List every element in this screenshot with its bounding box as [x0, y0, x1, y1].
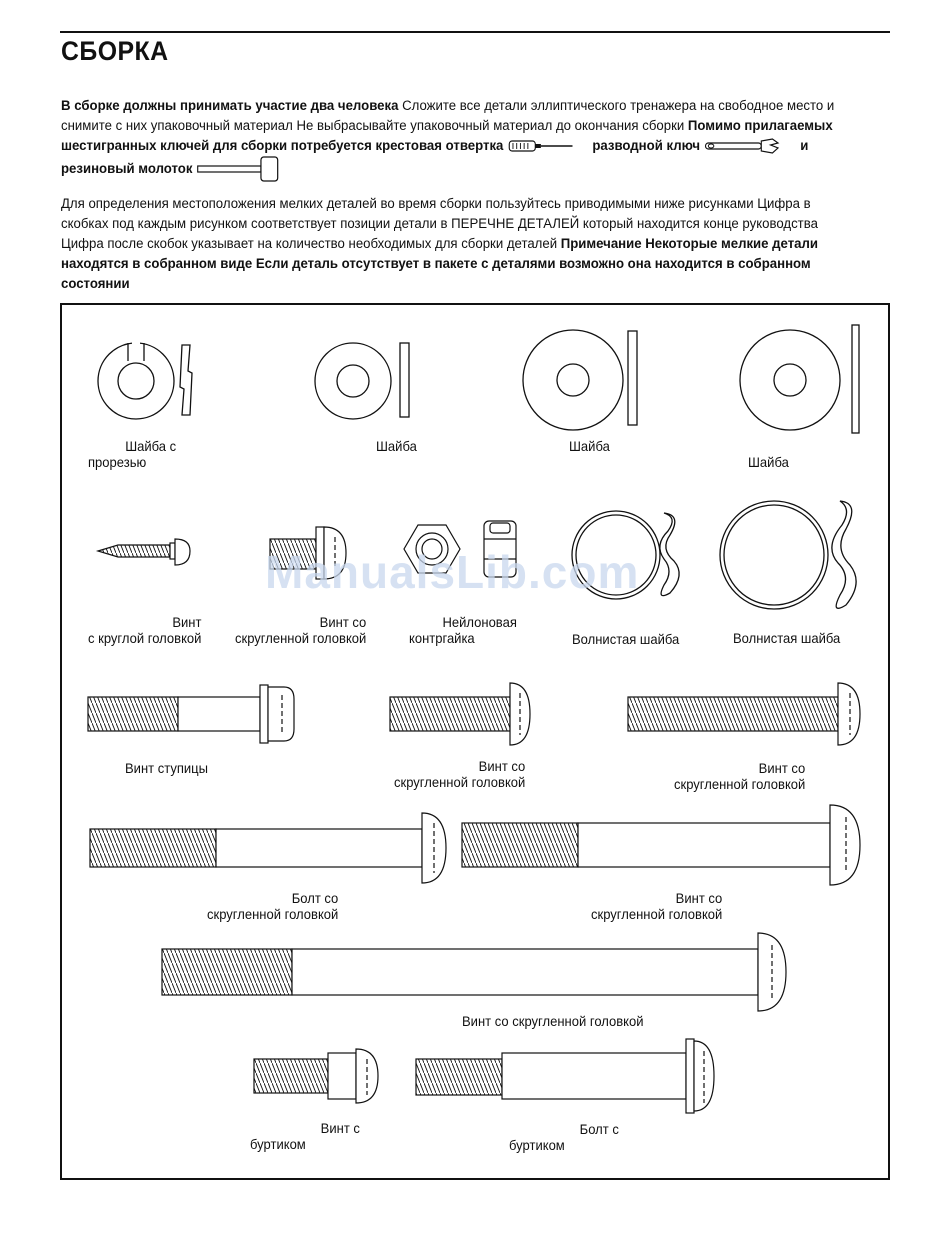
parts-drawings — [60, 303, 890, 1180]
label-washer-2: Шайба — [569, 438, 610, 454]
washer-drawing-3 — [740, 325, 859, 433]
watermark: ManualsLib.com — [265, 546, 640, 598]
intro-bold-3: разводной ключ — [592, 138, 701, 154]
intro-bold-5: резиновый молоток — [61, 160, 193, 177]
top-rule — [60, 31, 890, 33]
page-title: СБОРКА — [61, 36, 169, 66]
washer-drawing-2 — [523, 330, 637, 430]
label-wave-washer-2: Волнистая шайба — [733, 630, 841, 646]
button-screw-xxl-drawing — [162, 933, 786, 1011]
label-hub-screw: Винт ступицы — [125, 760, 209, 776]
label-shoulder-bolt: Болт с буртиком — [509, 1121, 619, 1153]
button-screw-mid-drawing — [390, 683, 530, 745]
note-paragraph — [61, 194, 842, 294]
label-shoulder-screw: Винт с буртиком — [250, 1120, 360, 1152]
intro-bold-2: Помимо прилагаемых шестигранных ключей для сборки потребуется крестовая отвертка — [61, 118, 833, 154]
label-round-head-screw: Винт с круглой головкой — [88, 614, 202, 646]
shoulder-screw-drawing — [254, 1049, 378, 1103]
intro-bold-4: и — [800, 138, 809, 154]
label-washer-3: Шайба — [748, 454, 789, 470]
hub-screw-drawing — [88, 685, 294, 743]
intro-paragraph — [61, 96, 842, 182]
label-button-screw-xl: Винт со скругленной головкой — [591, 890, 723, 922]
button-bolt-drawing — [90, 813, 446, 883]
label-button-screw-long: Винт со скругленной головкой — [674, 760, 806, 792]
label-button-screw-small: Винт со скругленной головкой — [235, 614, 367, 646]
round-head-screw-drawing — [98, 539, 190, 565]
button-screw-xl-drawing — [462, 805, 860, 885]
screwdriver-icon — [507, 139, 574, 153]
shoulder-bolt-drawing — [416, 1039, 714, 1113]
wrench-icon — [704, 138, 786, 154]
label-button-screw-mid: Винт со скругленной головкой — [394, 758, 526, 790]
label-button-screw-xxl: Винт со скругленной головкой — [462, 1013, 644, 1029]
washer-drawing-1 — [315, 343, 409, 419]
label-washer-1: Шайба — [376, 438, 417, 454]
note-bold: Примечание Некоторые мелкие детали находятся в собранном виде Если деталь отсутствует в пакете с деталями возможно она находится в собранном состоянии — [61, 236, 819, 292]
mallet-icon — [196, 156, 282, 182]
intro-bold-1: В сборке должны принимать участие два человека — [61, 98, 399, 114]
wave-washer-drawing-2 — [720, 501, 856, 609]
split-washer-drawing — [98, 341, 192, 419]
label-split-washer: Шайба с прорезью — [88, 438, 177, 470]
button-screw-long-drawing — [628, 683, 860, 745]
label-nylon-nut: Нейлоновая контргайка — [409, 614, 517, 646]
note-text: Для определения местоположения мелких деталей во время сборки пользуйтесь приводимыми ниже рисунками Цифра в скобках под каждым рисунком соответствует позиции детали в ПЕРЕЧНЕ ДЕТАЛЕЙ который находится конце руководства Цифра после скобок указывает на количество необходимых для сборки деталей — [61, 196, 818, 252]
label-wave-washer-1: Волнистая шайба — [572, 631, 680, 647]
intro-text-1: Сложите все детали эллиптического тренажера на свободное место и снимите с них упаковочный материал Не выбрасывайте упаковочный материал до окончания сборки — [61, 98, 835, 134]
label-button-bolt: Болт со скругленной головкой — [207, 890, 339, 922]
